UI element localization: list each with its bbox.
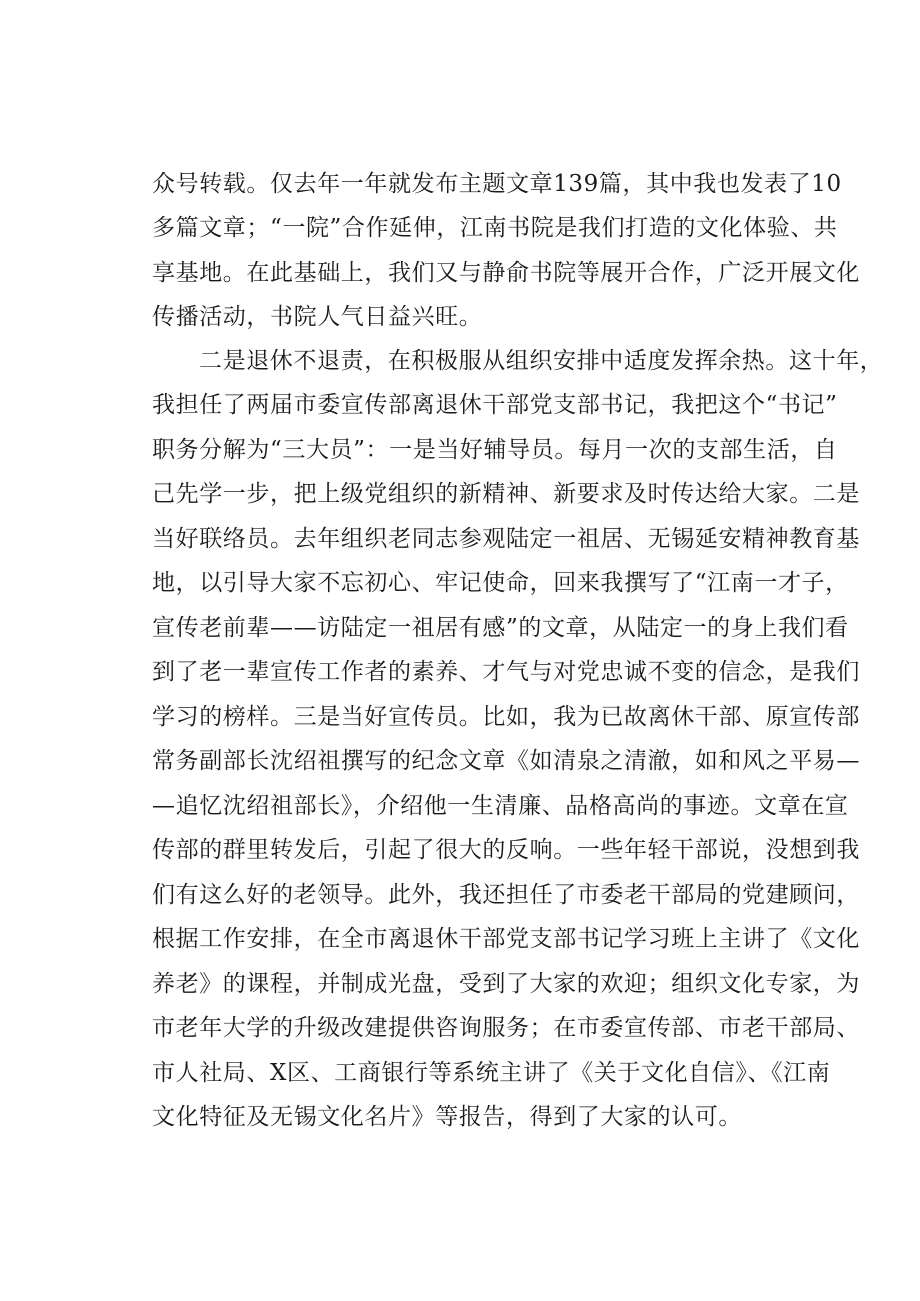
text-line: 传部的群里转发后，引起了很大的反响。一些年轻干部说，没想到我: [152, 837, 860, 863]
text-line: 常务副部长沈绍祖撰写的纪念文章《如清泉之清澈，如和风之平易—: [152, 748, 860, 774]
text-line: 我担任了两届市委宣传部离退休干部党支部书记，我把这个“书记”: [152, 392, 838, 418]
text-line: 养老》的课程，并制成光盘，受到了大家的欢迎；组织文化专家，为: [152, 971, 860, 997]
text-line: 学习的榜样。三是当好宣传员。比如，我为已故离休干部、原宣传部: [152, 704, 860, 730]
text-line: 宣传老前辈——访陆定一祖居有感”的文章，从陆定一的身上我们看: [152, 615, 849, 641]
text-line: 当好联络员。去年组织老同志参观陆定一祖居、无锡延安精神教育基: [152, 526, 860, 552]
text-line: 地，以引导大家不忘初心、牢记使命，回来我撰写了“江南一才子，: [152, 570, 849, 596]
text-line: 传播活动，书院人气日益兴旺。: [152, 304, 483, 330]
text-line: 到了老一辈宣传工作者的素养、才气与对党忠诚不变的信念，是我们: [152, 659, 860, 685]
text-line: 众号转载。仅去年一年就发布主题文章139篇，其中我也发表了10: [152, 171, 842, 197]
text-line: 文化特征及无锡文化名片》等报告，得到了大家的认可。: [152, 1104, 742, 1130]
text-line: 职务分解为“三大员”：一是当好辅导员。每月一次的支部生活，自: [152, 437, 838, 463]
text-line: 己先学一步，把上级党组织的新精神、新要求及时传达给大家。二是: [152, 481, 860, 507]
text-line: 们有这么好的老领导。此外，我还担任了市委老干部局的党建顾问，: [152, 882, 860, 908]
text-line: 市老年大学的升级改建提供咨询服务；在市委宣传部、市老干部局、: [152, 1015, 860, 1041]
text-line: —追忆沈绍祖部长》，介绍他一生清廉、品格高尚的事迹。文章在宣: [152, 793, 849, 819]
text-line: 多篇文章；“一院”合作延伸，江南书院是我们打造的文化体验、共: [152, 215, 838, 241]
text-line: 市人社局、X区、工商银行等系统主讲了《关于文化自信》、《江南: [152, 1060, 831, 1086]
text-line: 享基地。在此基础上，我们又与静俞书院等展开合作，广泛开展文化: [152, 260, 860, 286]
text-line: 根据工作安排，在全市离退休干部党支部书记学习班上主讲了《文化: [152, 926, 860, 952]
text-line: 二是退休不退责，在积极服从组织安排中适度发挥余热。这十年，: [199, 348, 884, 374]
